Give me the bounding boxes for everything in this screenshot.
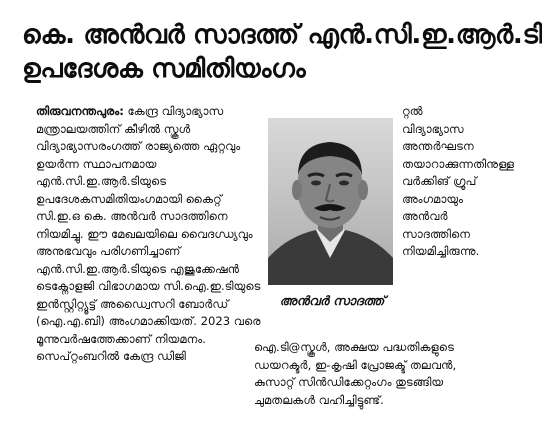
dateline: തിരുവനന്തപുരം: — [36, 104, 124, 118]
headline-line-2: ഉപദേശക സമിതിയംഗം — [22, 54, 306, 84]
headline-line-1: കെ. അൻവർ സാദത്ത് എൻ.സി.ഇ.ആർ.ടി — [22, 20, 542, 50]
article-column-left — [36, 103, 262, 366]
article-column-right — [402, 103, 515, 261]
article-text-bottom: ഐ.ടി@സ്കൂൾ, അക്ഷയ പദ്ധതികളുടെ ഡയറക്ടർ, ഇ-കൃഷി പ്രോജക്ട് തലവൻ, കുസാറ്റ് സിൻഡിക്കേറ്റംഗം തുടങ്ങിയ ചുമതലകൾ വഹിച്ചിട്ടുണ്ട്. — [254, 340, 457, 407]
portrait-illustration — [268, 118, 393, 285]
photo-caption: അൻവർ സാദത്ത് — [279, 293, 385, 308]
portrait-photo — [268, 118, 393, 285]
article-text-right: റ്റൽ വിദ്യാഭ്യാസ അന്തർഘടന തയാറാക്കുന്നതിനുള്ള വർക്കിങ് ഗ്രൂപ് അംഗമായും അൻവർ സാദത്തിനെ നിയമിച്ചിരുന്നു. — [402, 104, 515, 258]
article-headline — [22, 18, 542, 86]
article-paragraph-1 — [36, 103, 262, 366]
article-column-bottom — [254, 339, 486, 409]
article-text-left: കേന്ദ്ര വിദ്യാഭ്യാസ മന്ത്രാലയത്തിന് കീഴിൽ സ്കൂൾ വിദ്യാഭ്യാസരംഗത്ത് രാജ്യത്തെ ഏറ്റവും ഉയർന്ന സ്ഥാപനമായ എൻ.സി.ഇ.ആർ.ടിയുടെ ഉപദേശകസമിതിയംഗമായി കൈറ്റ് സി.ഇ.ഒ കെ. അൻവർ സാദത്തിനെ നിയമിച്ചു. ഈ മേഖലയിലെ വൈദഗ്ധ്യവും അനുഭവവും പരിഗണിച്ചാണ് എൻ.സി.ഇ.ആർ.ടിയുടെ എജുക്കേഷൻ ടെക്നോളജി വിഭാഗമായ സി.ഐ.ഇ.ടിയുടെ ഇൻസ്റ്റിറ്റ്യൂട്ട് അഡ്വൈസറി ബോർഡ് (ഐ.എ.ബി) അംഗമാക്കിയത്. 2023 വരെ മൂന്നുവർഷത്തേക്കാണ് നിയമനം. സെപ്റ്റംബറിൽ കേന്ദ്ര ഡിജി — [36, 104, 261, 363]
